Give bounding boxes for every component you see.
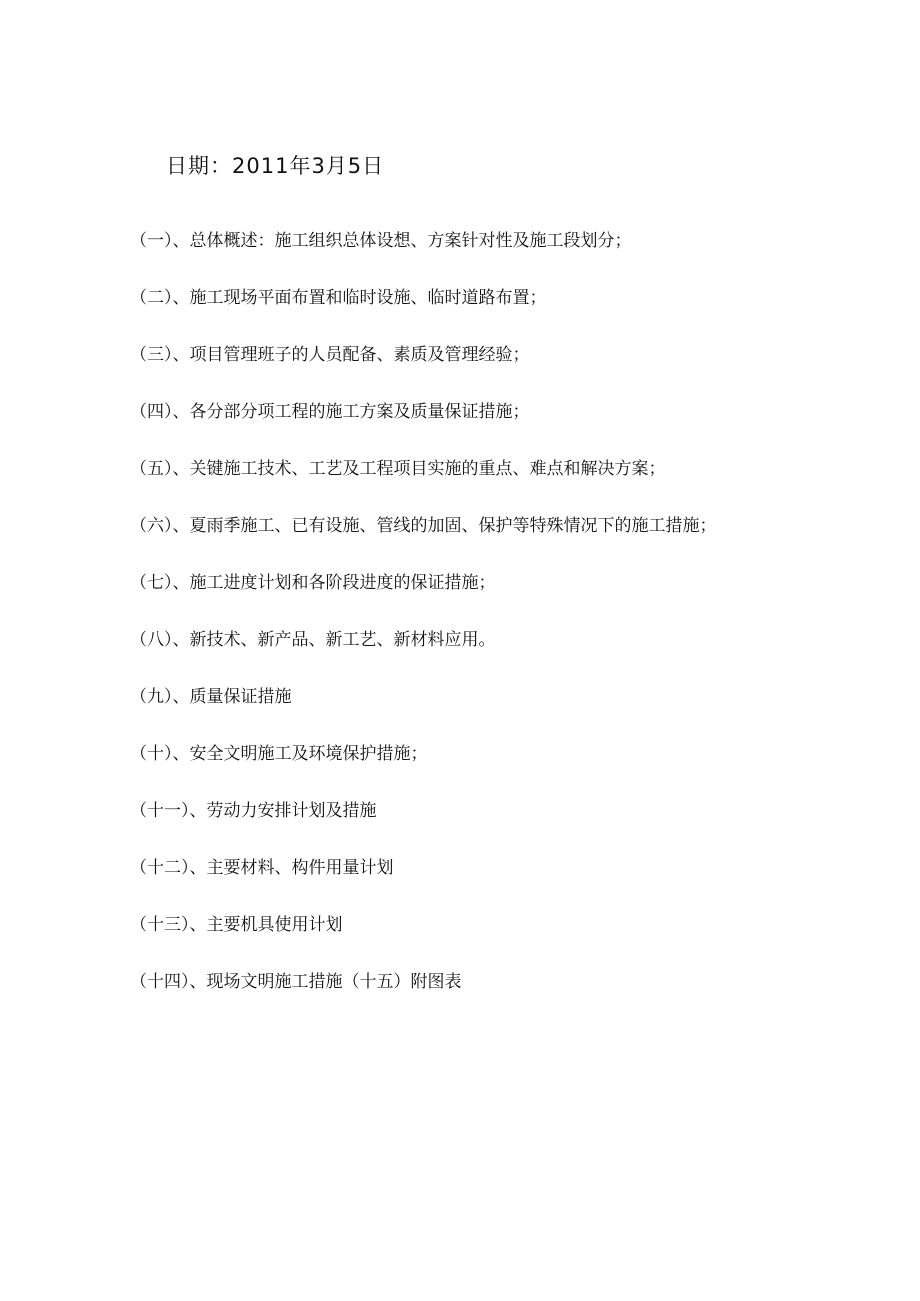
toc-item-2: （二）、施工现场平面布置和临时设施、临时道路布置； bbox=[130, 288, 547, 308]
toc-item-10: （十）、安全文明施工及环境保护措施； bbox=[130, 744, 428, 764]
toc-item-12: （十二）、主要材料、构件用量计划 bbox=[130, 858, 394, 878]
toc-item-13: （十三）、主要机具使用计划 bbox=[130, 915, 343, 935]
toc-item-1: （一）、总体概述：施工组织总体设想、方案针对性及施工段划分； bbox=[130, 231, 632, 251]
toc-item-14: （十四）、现场文明施工措施（十五）附图表 bbox=[130, 972, 462, 992]
toc-item-6: （六）、夏雨季施工、已有设施、管线的加固、保护等特殊情况下的施工措施； bbox=[130, 516, 717, 536]
toc-item-8: （八）、新技术、新产品、新工艺、新材料应用。 bbox=[130, 630, 496, 650]
toc-item-4: （四）、各分部分项工程的施工方案及质量保证措施； bbox=[130, 402, 530, 422]
table-of-contents bbox=[130, 228, 890, 1026]
toc-item-5: （五）、关键施工技术、工艺及工程项目实施的重点、难点和解决方案； bbox=[130, 459, 666, 479]
toc-item-3: （三）、项目管理班子的人员配备、素质及管理经验； bbox=[130, 345, 530, 365]
document-date: 日期：2011年3月5日 bbox=[166, 154, 385, 178]
toc-item-9: （九）、质量保证措施 bbox=[130, 687, 292, 707]
toc-item-11: （十一）、劳动力安排计划及措施 bbox=[130, 801, 377, 821]
toc-item-7: （七）、施工进度计划和各阶段进度的保证措施； bbox=[130, 573, 496, 593]
